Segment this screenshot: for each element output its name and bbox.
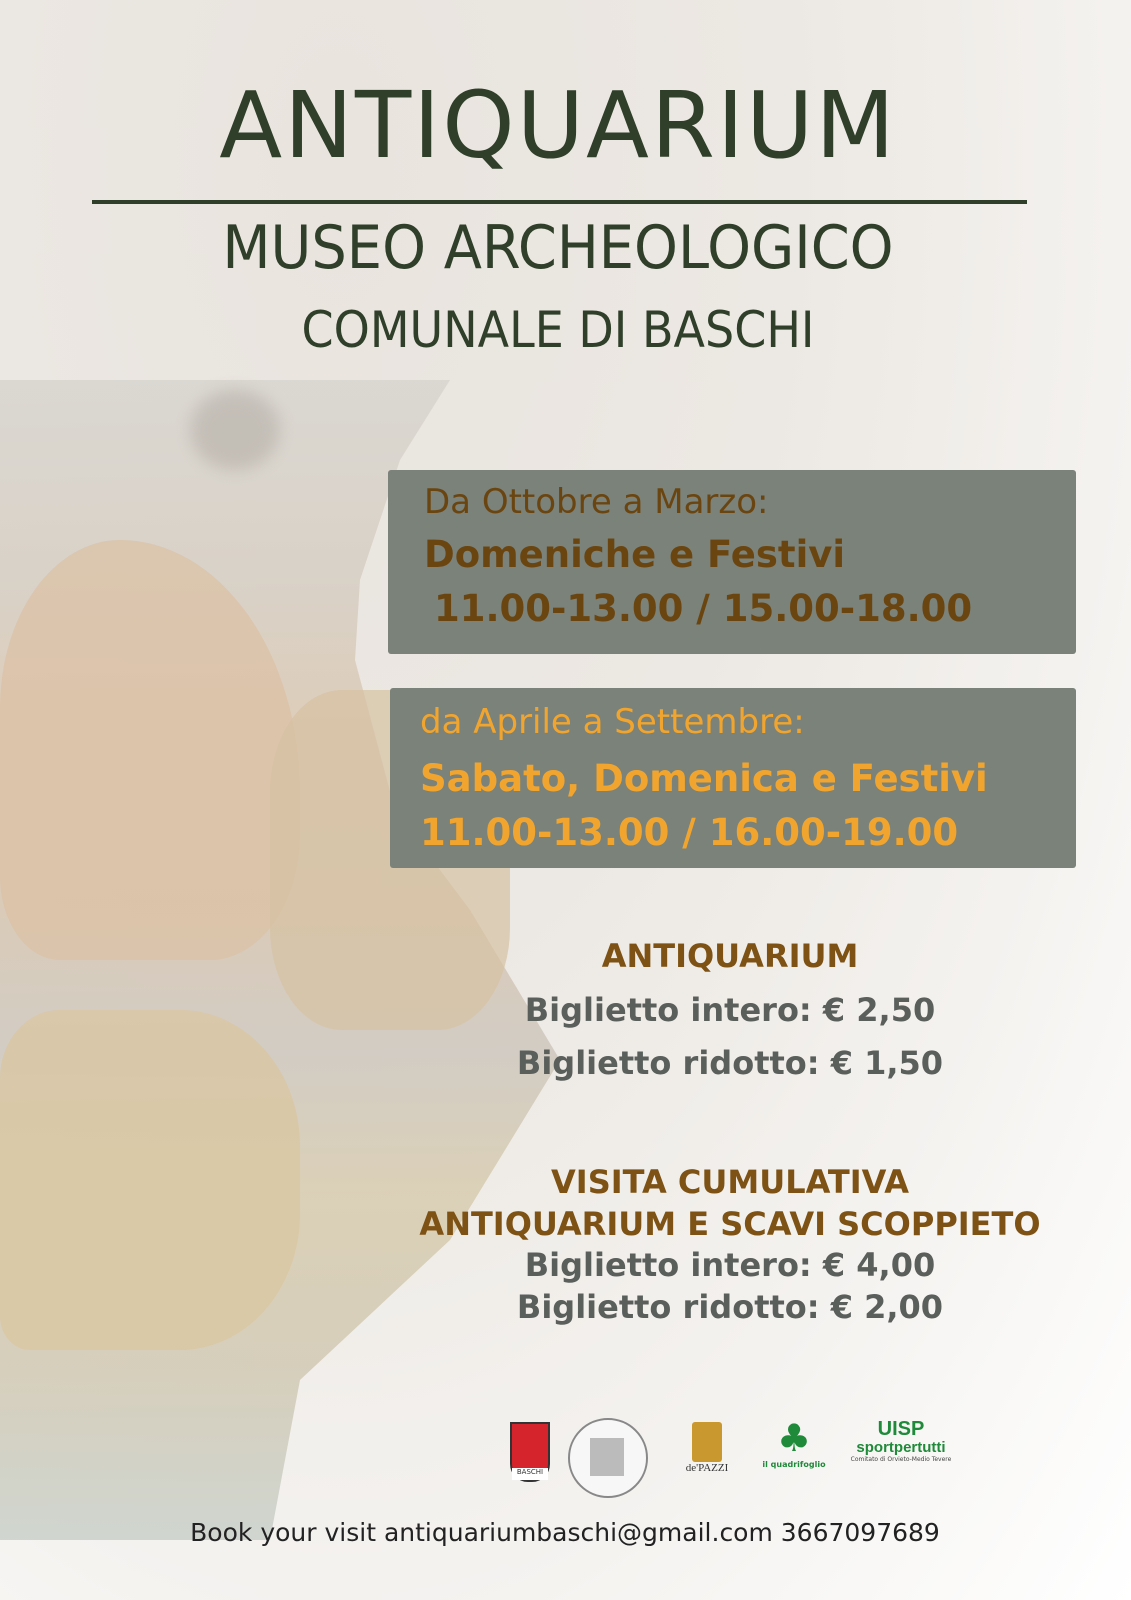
title-underline [92,200,1027,204]
poster-subtitle-secondary: COMUNALE DI BASCHI [301,301,815,359]
baschi-coat-of-arms-icon: BASCHI [510,1422,550,1482]
schedule-days: Domeniche e Festivi [424,533,846,576]
ticket-heading: VISITA CUMULATIVA [551,1163,909,1201]
ticket-full-price: Biglietto intero: € 4,00 [524,1246,936,1285]
schedule-period: Da Ottobre a Marzo: [424,482,769,522]
uisp-label: UISP [877,1418,925,1440]
ticket-heading: ANTIQUARIUM [601,937,859,975]
quadrifoglio-logo [762,1418,826,1494]
seal-emblem [590,1438,624,1476]
schedule-period: da Aprile a Settembre: [420,702,805,742]
de-pazzi-logo [672,1418,742,1494]
uisp-committee: Comitato di Orvieto-Medio Tevere [850,1456,952,1463]
ticket-full-price: Biglietto intero: € 2,50 [524,990,936,1029]
ticket-heading-secondary: ANTIQUARIUM E SCAVI SCOPPIETO [419,1204,1041,1243]
ticket-reduced-price: Biglietto ridotto: € 2,00 [516,1287,944,1326]
quadrifoglio-label: il quadrifoglio [762,1459,826,1469]
antiquarium-tickets [360,936,1100,1085]
sponsor-logos [500,1418,960,1498]
tower-icon [692,1422,722,1462]
schedule-hours: 11.00-13.00 / 15.00-18.00 [434,587,973,630]
uisp-tagline: sportpertutti [856,1439,946,1456]
clover-icon: ♣ [776,1416,812,1460]
schedule-box-summer [390,688,1076,868]
schedule-box-winter [388,470,1076,654]
de-pazzi-label: de'PAZZI [685,1462,729,1474]
cumulative-tickets [360,1162,1100,1328]
schedule-days: Sabato, Domenica e Festivi [420,757,988,800]
booking-contact: Book your visit antiquariumbaschi@gmail.com 3667097689 [190,1518,940,1547]
poster-subtitle: MUSEO ARCHEOLOGICO [222,213,894,283]
schedule-hours: 11.00-13.00 / 16.00-19.00 [420,811,959,854]
festival-seal-icon [568,1418,648,1498]
pottery-shard-image [0,1010,300,1350]
poster-title: ANTIQUARIUM [219,72,897,179]
ticket-reduced-price: Biglietto ridotto: € 1,50 [516,1044,944,1083]
uisp-logo [846,1418,956,1494]
stone-texture-spot [190,390,280,470]
